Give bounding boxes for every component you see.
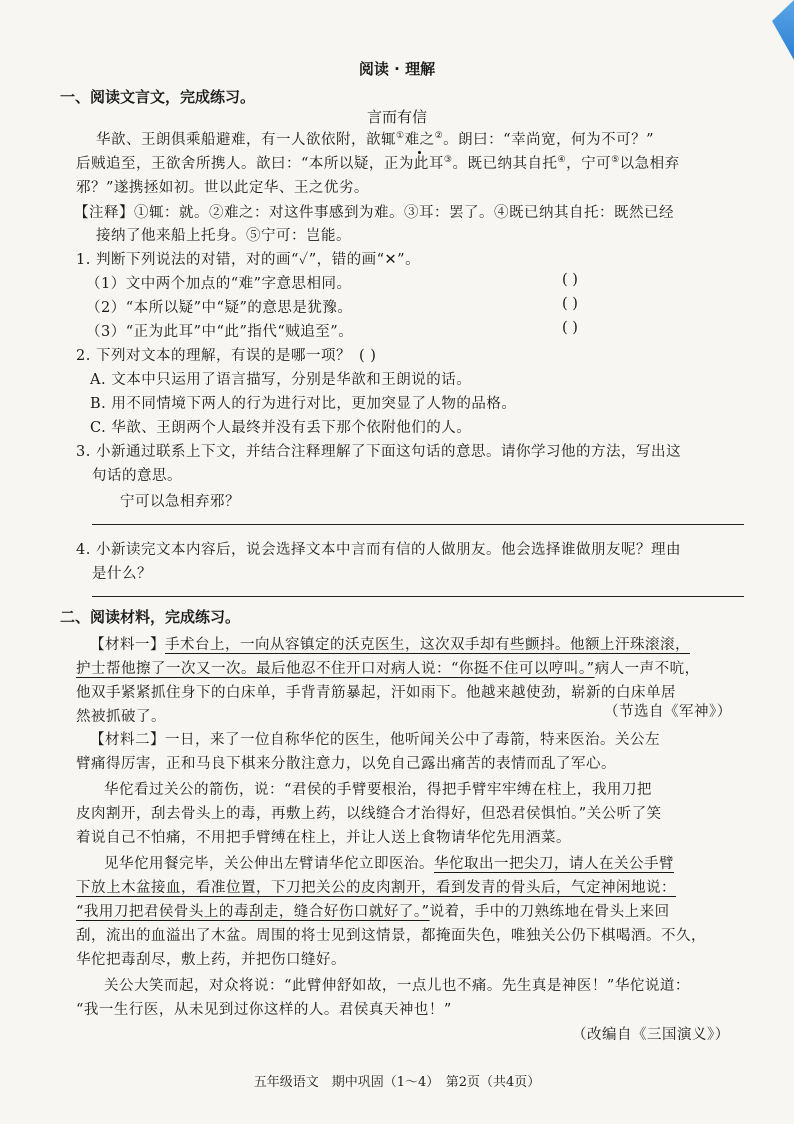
material2-line-3: 华佗看过关公的箭伤，说：“君侯的手臂要根治，得把手臂牢牢缚在柱上，我用刀把	[104, 782, 652, 798]
q2-answer-box[interactable]: ( )	[358, 348, 377, 364]
notes-line-1: 【注释】①辄：就。②难之：对这件事感到为难。③耳：罢了。④既已纳其自托：既然已经	[74, 205, 674, 221]
page-footer: 五年级语文 期中巩固（1～4） 第2页（共4页）	[253, 1075, 541, 1090]
material2-line-12: “我一生行医，从未见到过你这样的人。君侯真天神也！”	[76, 1002, 452, 1018]
passage-line-2: 后贼追至，王欲舍所携人。歆曰：“本所以疑，正为此耳③。既已纳其自托④，宁可⑤以急相弃	[76, 155, 680, 172]
q2-option-c: C. 华歆、王朗两个人最终并没有丢下那个依附他们的人。	[90, 420, 472, 436]
material2-line-1: 【材料二】一日，来了一位自称华佗的医生，他听闻关公中了毒箭，特来医治。关公左	[90, 732, 660, 748]
q4-stem-line-2: 是什么？	[92, 566, 152, 582]
q4-answer-line[interactable]	[92, 596, 744, 597]
q2-option-b: B. 用不同情境下两人的行为进行对比，更加突显了人物的品格。	[90, 396, 517, 412]
q3-answer-line[interactable]	[92, 524, 744, 525]
material2-label: 【材料二】	[90, 732, 165, 748]
q1-stem: 1. 判断下列说法的对错，对的画“✓”，错的画“✕”。	[76, 252, 421, 268]
passage-line-3: 邪？”遂携拯如初。世以此定华、王之优劣。	[76, 180, 369, 196]
material2-line-6: 见华佗用餐完毕，关公伸出左臂请华佗立即医治。华佗取出一把尖刀，请人在关公手臂	[104, 856, 674, 872]
material1-line-1: 【材料一】手术台上，一向从容镇定的沃克医生，这次双手却有些颤抖。他额上汗珠滚滚，	[90, 637, 690, 653]
material1-source: （节选自《军神》）	[604, 704, 732, 720]
material2-line-5: 着说自己不怕痛，不用把手臂缚在柱上，并让人送上食物请华佗先用酒菜。	[76, 830, 571, 846]
material2-line-7: 下放上木盆接血，看准位置，下刀把关公的皮肉割开，看到发青的骨头后，气定神闲地说：	[76, 880, 676, 896]
q3-stem-line-2: 句话的意思。	[92, 468, 182, 484]
q4-stem-line-1: 4. 小新读完文本内容后，说会选择文本中言而有信的人做朋友。他会选择谁做朋友呢？理由	[76, 542, 681, 558]
q1-item-1: （1）文中两个加点的“难”字意思相同。	[86, 276, 352, 292]
section2-heading: 二、阅读材料，完成练习。	[60, 608, 241, 626]
q1-answer-box-1[interactable]: ( )	[562, 272, 578, 288]
material2-source: （改编自《三国演义》）	[572, 1027, 730, 1043]
material2-line-8: “我用刀把君侯骨头上的毒刮走，缝合好伤口就好了。”说着，手中的刀熟练地在骨头上来回	[76, 904, 670, 920]
material1-line-4: 然被抓破了。	[76, 709, 166, 725]
material2-line-4: 皮肉割开，刮去骨头上的毒，再敷上药，以线缝合才治得好，但恐君侯惧怕。”关公听了笑	[76, 806, 662, 822]
q3-sentence: 宁可以急相弃邪？	[120, 494, 240, 510]
page-title: 阅读 · 理解	[358, 60, 436, 78]
material1-line-3: 他双手紧紧抓住身下的白床单，手背青筋暴起，汗如雨下。他越来越使劲，崭新的白床单居	[76, 685, 676, 701]
q1-answer-box-3[interactable]: ( )	[562, 320, 578, 336]
q2-stem: 2. 下列对文本的理解，有误的是哪一项？ ( )	[76, 348, 377, 364]
q1-item-3: （3）“正为此耳”中“此”指代“贼追至”。	[86, 324, 354, 340]
material1-label: 【材料一】	[90, 637, 165, 653]
material2-line-9: 刮，流出的血溢出了木盆。周围的将士见到这情景，都掩面失色，唯独关公仍下棋喝酒。不久，	[76, 928, 706, 944]
q2-option-a: A. 文本中只运用了语言描写，分别是华歆和王朗说的话。	[90, 372, 472, 388]
q1-answer-box-2[interactable]: ( )	[562, 296, 578, 312]
material1-line-2: 护士帮他擦了一次又一次。最后他忍不住开口对病人说：“你挺不住可以哼叫。”病人一声不吭，	[76, 661, 700, 677]
passage-title: 言而有信	[366, 108, 427, 126]
section1-heading: 一、阅读文言文，完成练习。	[60, 88, 256, 106]
passage-line-1: 华歆、王朗俱乘船避难，有一人欲依附，歆辄①难之②。朗曰：“幸尚宽，何为不可？”	[96, 128, 654, 149]
material2-line-10: 华佗把毒刮尽，敷上药，并把伤口缝好。	[76, 952, 346, 968]
material2-line-2: 臂痛得厉害，正和马良下棋来分散注意力，以免自己露出痛苦的表情而乱了军心。	[76, 756, 616, 772]
material2-line-11: 关公大笑而起，对众将说：“此臂伸舒如故，一点儿也不痛。先生真是神医！”华佗说道：	[104, 978, 690, 994]
q3-stem-line-1: 3. 小新通过联系上下文，并结合注释理解了下面这句话的意思。请你学习他的方法，写出这	[76, 444, 681, 460]
notes-line-2: 接纳了他来船上托身。⑤宁可：岂能。	[96, 228, 351, 244]
q1-item-2: （2）“本所以疑”中“疑”的意思是犹豫。	[86, 300, 353, 316]
corner-tab-decoration	[772, 0, 794, 60]
